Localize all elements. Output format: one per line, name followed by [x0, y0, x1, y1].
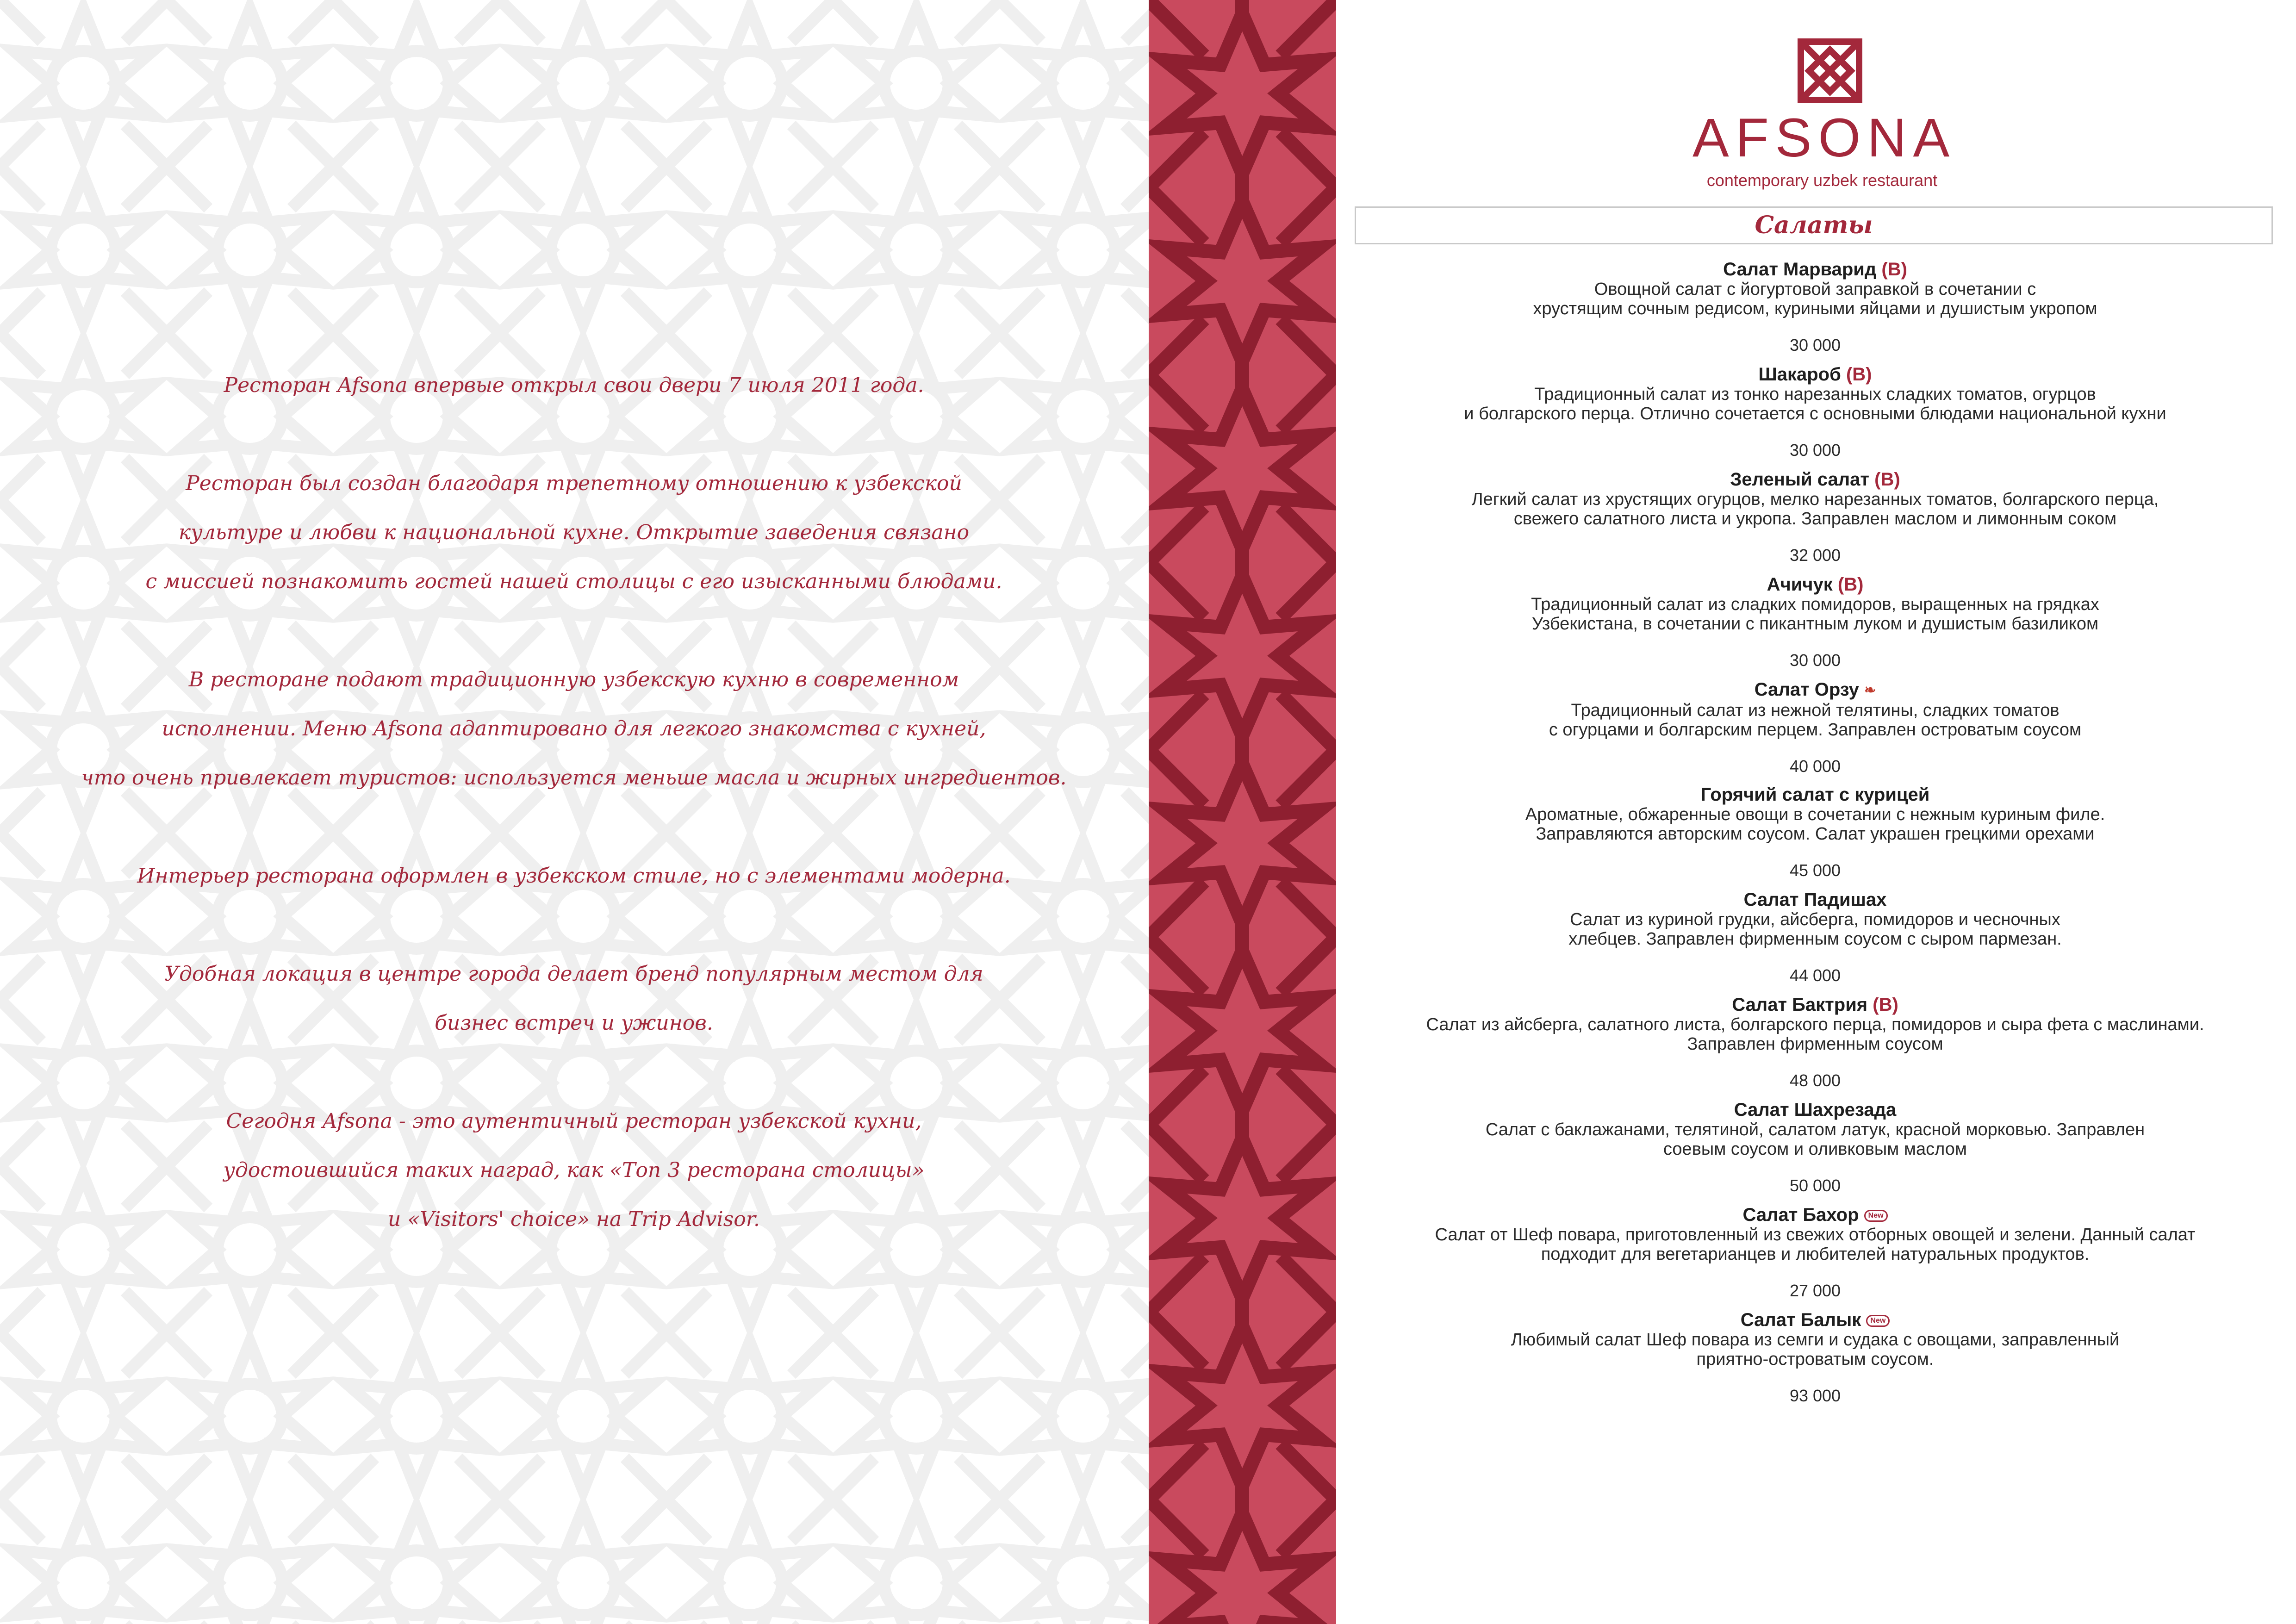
vegetarian-badge: (В) [1846, 364, 1872, 385]
menu-item [1355, 890, 2276, 995]
description-line: Салат из куриной грудки, айсберга, помидоров и чесночных [1570, 910, 2060, 929]
menu-item-title [1355, 995, 2276, 1015]
vegetarian-badge: (В) [1837, 574, 1864, 595]
description-line: Узбекистана, в сочетании с пикантным луком и душистым базиликом [1531, 614, 2099, 634]
dish-name: Салат Балык [1740, 1310, 1861, 1330]
dish-price: 30 000 [1789, 336, 1841, 355]
intro-paragraph [56, 459, 1092, 606]
intro-paragraph [56, 852, 1092, 901]
menu-item-title [1355, 1310, 2276, 1330]
description-line: и болгарского перца. Отлично сочетается с основными блюдами национальной кухни [1464, 404, 2166, 423]
logo [1692, 36, 1956, 190]
menu-item [1355, 364, 2276, 469]
chili-pepper-icon: ❧ [1864, 683, 1876, 698]
new-badge: New [1866, 1315, 1890, 1327]
menu-item-title [1355, 890, 2276, 910]
intro-line: Ресторан Afsona впервые открыл свои двери 7 июля 2011 года. [224, 373, 924, 397]
menu-item-title [1355, 784, 2276, 805]
description-line: соевым соусом и оливковым маслом [1663, 1139, 1967, 1159]
vegetarian-badge: (В) [1873, 995, 1898, 1015]
description-line: с огурцами и болгарским перцем. Заправлен островатым соусом [1549, 720, 2082, 740]
brand-name: AFSONA [1692, 107, 1956, 168]
intro-line: исполнении. Меню Afsona адаптировано для легкого знакомства с кухней, [162, 717, 986, 740]
intro-line: бизнес встреч и ужинов. [435, 1011, 713, 1035]
dish-price: 44 000 [1789, 966, 1841, 985]
menu-item-title [1355, 259, 2276, 280]
description-line: Овощной салат с йогуртовой заправкой в сочетании с [1594, 280, 2036, 299]
intro-line: и «Visitors' choice» на Trip Advisor. [388, 1207, 760, 1231]
intro-line: культуре и любви к национальной кухне. Открытие заведения связано [178, 521, 970, 544]
description-line: Заправляются авторским соусом. Салат украшен грецкими орехами [1536, 824, 2095, 844]
dish-description [1355, 595, 2276, 634]
intro-line: Ресторан был создан благодаря трепетному отношению к узбекской [186, 472, 962, 495]
dish-price: 30 000 [1789, 441, 1841, 460]
menu-panel [1336, 0, 2296, 1624]
dish-description [1355, 805, 2276, 844]
vegetarian-badge: (В) [1881, 259, 1907, 280]
menu-item-title [1355, 1205, 2276, 1225]
dish-description [1355, 701, 2276, 740]
dish-price: 27 000 [1789, 1281, 1841, 1300]
dish-price: 40 000 [1789, 757, 1841, 776]
intro-paragraph [56, 655, 1092, 803]
intro-paragraph [56, 1097, 1092, 1244]
dish-price: 48 000 [1789, 1071, 1841, 1090]
dish-price: 50 000 [1789, 1176, 1841, 1195]
intro-line: Сегодня Afsona - это аутентичный ресторан узбекской кухни, [226, 1109, 922, 1133]
intro-line: с миссией познакомить гостей нашей столицы с его изысканными блюдами. [145, 570, 1002, 593]
ornament-pattern [1149, 0, 1336, 1624]
dish-name: Ачичук [1767, 574, 1838, 595]
menu-item [1355, 259, 2276, 364]
dish-price: 32 000 [1789, 546, 1841, 565]
description-line: хлебцев. Заправлен фирменным соусом с сыром пармезан. [1568, 929, 2062, 949]
intro-text [56, 361, 1092, 1293]
description-line: хрустящим сочным редисом, куриными яйцами и душистым укропом [1533, 299, 2097, 318]
dish-description [1355, 490, 2276, 529]
dish-name: Горячий салат с курицей [1700, 784, 1930, 805]
intro-line: что очень привлекает туристов: используется меньше масла и жирных ингредиентов. [81, 766, 1067, 790]
section-title: Салаты [1755, 211, 1873, 239]
description-line: Любимый салат Шеф повара из семги и судака с овощами, заправленный [1511, 1330, 2120, 1350]
menu-item [1355, 1310, 2276, 1415]
dish-name: Зеленый салат [1730, 469, 1870, 490]
intro-line: Интерьер ресторана оформлен в узбекском стиле, но с элементами модерна. [137, 864, 1011, 888]
menu-item-title [1355, 574, 2276, 595]
menu-item-title [1355, 1100, 2276, 1120]
menu-item [1355, 469, 2276, 574]
description-line: Традиционный салат из тонко нарезанных сладких томатов, огурцов [1534, 385, 2096, 404]
menu-item [1355, 679, 2276, 784]
menu-item-title [1355, 679, 2276, 701]
intro-line: Удобная локация в центре города делает бренд популярным местом для [164, 962, 983, 986]
menu-item [1355, 574, 2276, 679]
dish-name: Салат Падишах [1743, 890, 1887, 910]
dish-description [1355, 385, 2276, 423]
menu-item [1355, 995, 2276, 1100]
dish-name: Салат Шахрезада [1734, 1100, 1897, 1120]
description-line: Салат из айсберга, салатного листа, болгарского перца, помидоров и сыра фета с маслинами. [1426, 1015, 2204, 1034]
vegetarian-badge: (В) [1874, 469, 1900, 490]
intro-paragraph [56, 950, 1092, 1048]
menu-item [1355, 784, 2276, 890]
dish-description [1355, 1015, 2276, 1054]
afsona-logo-icon [1795, 36, 1865, 106]
description-line: Традиционный салат из сладких помидоров, выращенных на грядках [1531, 595, 2099, 614]
dish-name: Салат Бахор [1742, 1205, 1859, 1225]
intro-line: удостоившийся таких наград, как «Топ 3 ресторана столицы» [223, 1158, 925, 1182]
description-line: свежего салатного листа и укропа. Заправлен маслом и лимонным соком [1513, 509, 2117, 529]
intro-line: В ресторане подают традиционную узбекскую кухню в современном [188, 668, 959, 691]
description-line: Ароматные, обжаренные овощи в сочетании с нежным куриным филе. [1525, 805, 2105, 824]
dish-description [1355, 280, 2276, 318]
dish-description [1355, 910, 2276, 949]
intro-paragraph [56, 361, 1092, 410]
section-header [1355, 206, 2273, 244]
dish-description [1355, 1120, 2276, 1159]
description-line: приятно-островатым соусом. [1696, 1350, 1934, 1369]
dish-name: Шакароб [1758, 364, 1841, 385]
ornament-strip [1149, 0, 1336, 1624]
brand-tagline: contemporary uzbek restaurant [1706, 171, 1938, 190]
description-line: подходит для вегетарианцев и любителей натуральных продуктов. [1541, 1244, 2090, 1264]
description-line: Салат от Шеф повара, приготовленный из свежих отборных овощей и зелени. Данный салат [1435, 1225, 2196, 1244]
description-line: Салат с баклажанами, телятиной, салатом латук, красной морковью. Заправлен [1485, 1120, 2145, 1139]
dish-price: 30 000 [1789, 651, 1841, 670]
dish-name: Салат Бактрия [1732, 995, 1868, 1015]
dish-price: 93 000 [1789, 1386, 1841, 1405]
menu-item-title [1355, 469, 2276, 490]
menu-item [1355, 1205, 2276, 1310]
dish-price: 45 000 [1789, 861, 1841, 880]
description-line: Заправлен фирменным соусом [1687, 1034, 1943, 1054]
dish-name: Салат Марварид [1723, 259, 1877, 280]
menu-list [1355, 259, 2276, 1415]
dish-name: Салат Орзу [1754, 679, 1859, 700]
menu-item [1355, 1100, 2276, 1205]
description-line: Легкий салат из хрустящих огурцов, мелко нарезанных томатов, болгарского перца, [1471, 490, 2159, 509]
description-line: Традиционный салат из нежной телятины, сладких томатов [1571, 701, 2060, 721]
dish-description [1355, 1330, 2276, 1369]
menu-item-title [1355, 364, 2276, 385]
new-badge: New [1864, 1210, 1888, 1222]
dish-description [1355, 1225, 2276, 1264]
